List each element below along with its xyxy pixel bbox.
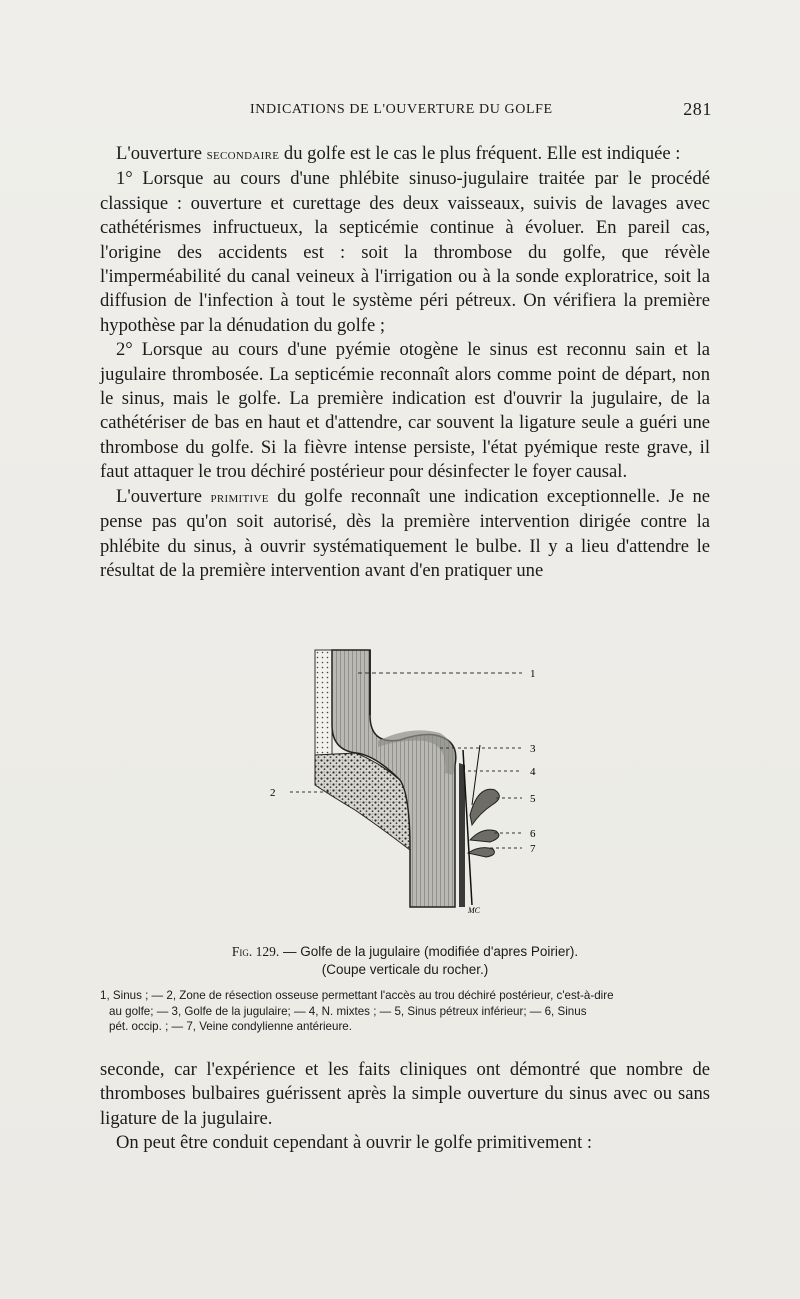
- inferior-petrous-sinus: [470, 789, 499, 825]
- paragraph-indication-2: 2° Lorsque au cours d'une pyémie otogène le sinus est reconnu sain et la jugulaire thrombosée. La septicémie reconnaît alors comme point de départ, non le sinus, mais le golfe. La première indication est d'ouvrir la jugulaire, de la cathétériser de bas en haut et d'attendre, car souvent la ligature seule a guéri une thrombose du golfe. Si la fièvre intense persiste, l'état pyémique reste grave, il faut attaquer le trou déchiré postérieur pour désinfecter le foyer causal.: [100, 339, 710, 483]
- anatomical-figure: [260, 645, 560, 915]
- legend-line-3: pét. occip. ; — 7, Veine condylienne antérieure.: [109, 1020, 352, 1033]
- small-caps-term: primitive: [210, 488, 269, 506]
- text-run: L'ouverture: [116, 485, 211, 507]
- page-number: 281: [683, 99, 712, 119]
- legend-line-1: 1, Sinus ; — 2, Zone de résection osseuse permettant l'accès au trou déchiré postérieur, c'est-à-dire: [100, 989, 614, 1002]
- label-6: 6: [530, 828, 536, 840]
- label-7: 7: [530, 843, 536, 855]
- running-title: INDICATIONS DE L'OUVERTURE DU GOLFE: [250, 102, 553, 117]
- label-1: 1: [530, 668, 536, 680]
- text-run: du golfe reconnaît une indication exceptionnelle. Je ne pense pas qu'on soit autorisé, dès la première intervention dirigée contre la phlébite du sinus, à ouvrir systématiquement le bulbe. Il y a lieu d'attendre le résultat de la première intervention avant d'en pratiquer une: [100, 485, 710, 581]
- figure-number: Fig. 129.: [231, 944, 280, 959]
- caption-line-1: [100, 943, 710, 961]
- paragraph-continuation: seconde, car l'expérience et les faits cliniques ont démontré que nombre de thromboses bulbaires guérissent après la simple ouverture du sinus avec ou sans ligature de la jugulaire.: [100, 1059, 710, 1129]
- label-4: 4: [530, 766, 536, 778]
- vessel-wall-right: [459, 763, 465, 907]
- petro-occipital-sinus: [470, 830, 499, 842]
- text-run: L'ouverture: [116, 143, 207, 164]
- figure-caption: [100, 943, 710, 979]
- label-3: 3: [530, 743, 536, 755]
- label-2: 2: [270, 787, 276, 799]
- small-caps-term: secondaire: [206, 146, 280, 163]
- caption-line-2: (Coupe verticale du rocher.): [321, 962, 489, 977]
- text-run: du golfe est le cas le plus fréquent. Elle est indiquée :: [279, 143, 681, 164]
- paragraph-secondary-opening: [100, 142, 710, 167]
- condylar-vein: [468, 848, 494, 857]
- paragraph-primitive-opening: [100, 485, 710, 584]
- label-5: 5: [530, 793, 536, 805]
- legend-line-2: au golfe; — 3, Golfe de la jugulaire; — 4, N. mixtes ; — 5, Sinus pétreux inférieur; — 6, Sinus: [109, 1004, 587, 1018]
- bone-wall: [315, 650, 332, 755]
- engraver-signature: MC: [468, 906, 480, 915]
- paragraph-primitive-cases: On peut être conduit cependant à ouvrir le golfe primitivement :: [116, 1132, 593, 1154]
- caption-title: — Golfe de la jugulaire (modifiée d'apres Poirier).: [279, 944, 579, 959]
- body-text-bottom: [100, 1058, 710, 1156]
- figure-legend: [100, 988, 712, 1035]
- paragraph-indication-1: 1° Lorsque au cours d'une phlébite sinuso-jugulaire traitée par le procédé classique : ouverture et curettage des deux vaisseaux, suivis de lavages avec cathétérismes infructueux, la septicémie continue à évoluer. En pareil cas, l'origine des accidents est : soit la thrombose du golfe, que révèle l'imperméabilité du canal veineux à l'irrigation ou à la sonde exploratrice, soit la diffusion de l'infection à tout le système péri pétreux. On vérifiera la première hypothèse par la dénudation du golfe ;: [100, 168, 710, 336]
- body-text-top: [100, 142, 710, 583]
